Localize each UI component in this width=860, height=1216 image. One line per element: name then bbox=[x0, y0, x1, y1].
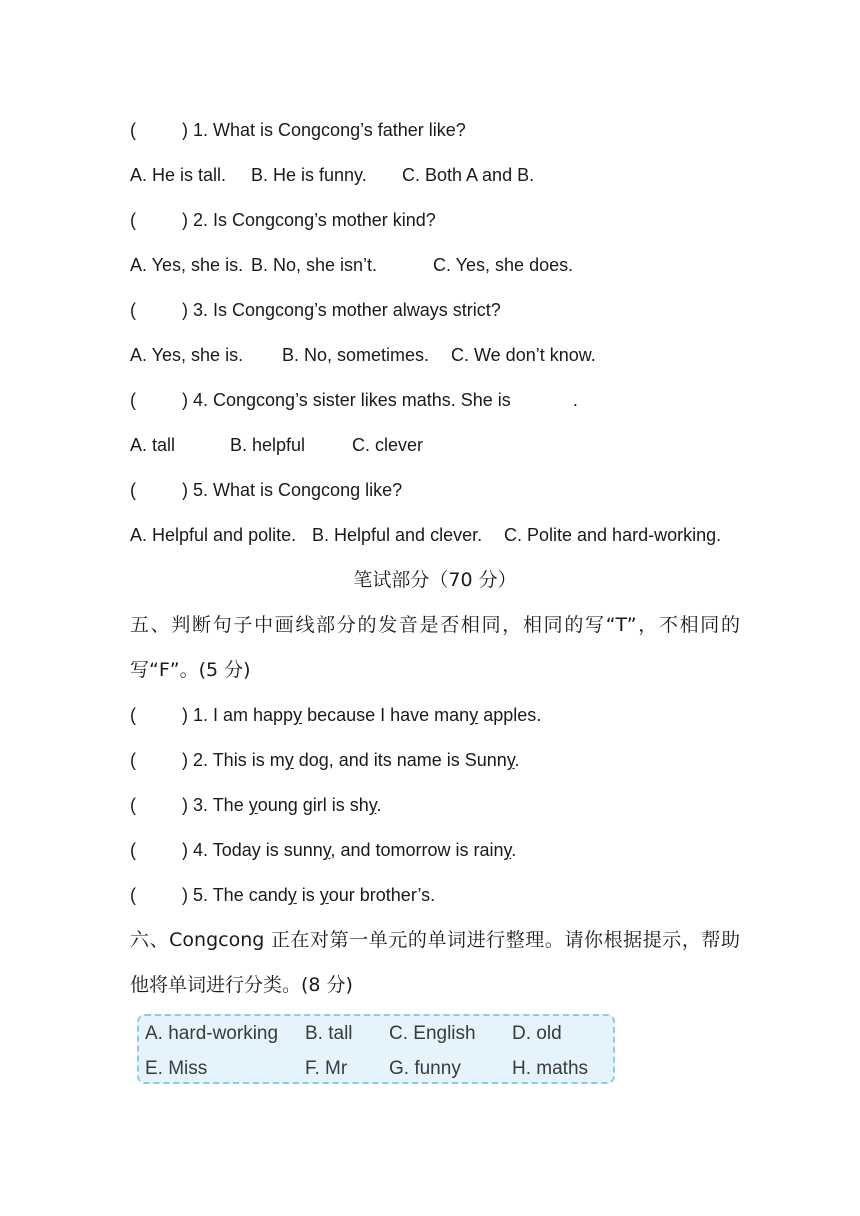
option-c: C. We don’t know. bbox=[451, 345, 596, 365]
sentence-text: dog, and its name is Sunn bbox=[293, 750, 507, 770]
sentence-text: apples. bbox=[478, 705, 542, 725]
options-5 bbox=[130, 513, 740, 558]
answer-paren: ( bbox=[130, 705, 136, 725]
pronunciation-item-2 bbox=[130, 738, 740, 783]
word-box-row bbox=[139, 1054, 613, 1084]
answer-paren: ( bbox=[130, 885, 136, 905]
option-a: A. He is tall. bbox=[130, 165, 227, 185]
item-number: ) 1. bbox=[182, 705, 214, 725]
underlined-letter: y bbox=[293, 705, 303, 725]
question-text: ) 1. What is Congcong’s father like? bbox=[182, 120, 466, 140]
options-4 bbox=[130, 423, 740, 468]
sentence-text: . bbox=[514, 750, 520, 770]
question-1 bbox=[130, 108, 740, 153]
options-3 bbox=[130, 333, 740, 378]
option-b: B. Helpful and clever. bbox=[312, 525, 483, 545]
option-b: B. He is funny. bbox=[251, 165, 367, 185]
answer-paren: ( bbox=[130, 480, 136, 500]
answer-paren: ( bbox=[130, 300, 136, 320]
pronunciation-item-4 bbox=[130, 828, 740, 873]
sentence-text: . bbox=[376, 795, 382, 815]
option-a: A. Yes, she is. bbox=[130, 345, 244, 365]
option-c: C. Polite and hard-working. bbox=[504, 525, 722, 545]
section-5-heading: 五、判断句子中画线部分的发音是否相同，相同的写“T”，不相同的写“F”。(5 分) bbox=[130, 614, 740, 681]
written-part-title: 笔试部分（70 分） bbox=[353, 569, 517, 591]
word-option: H. maths bbox=[512, 1058, 589, 1079]
pronunciation-item-3 bbox=[130, 783, 740, 828]
word-option: F. Mr bbox=[305, 1058, 348, 1079]
answer-paren: ( bbox=[130, 840, 136, 860]
answer-paren: ( bbox=[130, 795, 136, 815]
option-b: B. helpful bbox=[230, 435, 306, 455]
word-option: B. tall bbox=[305, 1023, 353, 1044]
question-end: . bbox=[572, 390, 578, 410]
question-4 bbox=[130, 378, 740, 423]
answer-paren: ( bbox=[130, 390, 136, 410]
pronunciation-item-5 bbox=[130, 873, 740, 918]
option-a: A. tall bbox=[130, 435, 176, 455]
word-option: G. funny bbox=[389, 1058, 461, 1079]
question-text: ) 5. What is Congcong like? bbox=[182, 480, 403, 500]
question-2 bbox=[130, 198, 740, 243]
sentence-text: because I have man bbox=[302, 705, 470, 725]
option-b: B. No, she isn’t. bbox=[251, 255, 378, 275]
underlined-letter: y bbox=[319, 885, 329, 905]
question-3 bbox=[130, 288, 740, 333]
options-1 bbox=[130, 153, 740, 198]
sentence-text: I am happ bbox=[213, 705, 294, 725]
item-number: ) 3. bbox=[182, 795, 213, 815]
underlined-letter: y bbox=[469, 705, 479, 725]
underlined-letter: y bbox=[287, 885, 297, 905]
option-a: A. Yes, she is. bbox=[130, 255, 244, 275]
question-5 bbox=[130, 468, 740, 513]
sentence-text: is bbox=[296, 885, 320, 905]
option-a: A. Helpful and polite. bbox=[130, 525, 297, 545]
option-c: C. Yes, she does. bbox=[433, 255, 574, 275]
sentence-text: The cand bbox=[212, 885, 288, 905]
question-text: ) 4. Congcong’s sister likes maths. She is bbox=[182, 390, 511, 410]
underlined-letter: y bbox=[506, 750, 515, 770]
item-number: ) 5. bbox=[182, 885, 213, 905]
sentence-text: The bbox=[212, 795, 249, 815]
word-option: E. Miss bbox=[145, 1058, 208, 1079]
answer-paren: ( bbox=[130, 210, 136, 230]
word-box-row bbox=[139, 1019, 613, 1049]
underlined-letter: y bbox=[503, 840, 512, 860]
item-number: ) 4. bbox=[182, 840, 213, 860]
sentence-text: This is m bbox=[212, 750, 285, 770]
answer-paren: ( bbox=[130, 120, 136, 140]
options-2 bbox=[130, 243, 740, 288]
underlined-letter: y bbox=[284, 750, 294, 770]
sentence-text: Today is sunn bbox=[212, 840, 323, 860]
section-6-heading: 六、Congcong 正在对第一单元的单词进行整理。请你根据提示，帮助他将单词进行分类。(8 分) bbox=[130, 929, 740, 996]
sentence-text: . bbox=[511, 840, 517, 860]
option-c: C. clever bbox=[352, 435, 424, 455]
item-number: ) 2. bbox=[182, 750, 213, 770]
sentence-text: oung girl is sh bbox=[257, 795, 369, 815]
option-c: C. Both A and B. bbox=[402, 165, 535, 185]
question-text: ) 3. Is Congcong’s mother always strict? bbox=[182, 300, 501, 320]
worksheet-page bbox=[130, 108, 740, 1008]
word-option: A. hard-working bbox=[145, 1023, 279, 1044]
option-b: B. No, sometimes. bbox=[282, 345, 430, 365]
sentence-text: , and tomorrow is rain bbox=[330, 840, 504, 860]
word-box bbox=[137, 1014, 615, 1084]
underlined-letter: y bbox=[322, 840, 331, 860]
question-text: ) 2. Is Congcong’s mother kind? bbox=[182, 210, 436, 230]
underlined-letter: y bbox=[248, 795, 258, 815]
sentence-text: our brother’s. bbox=[328, 885, 436, 905]
word-option: D. old bbox=[512, 1023, 562, 1044]
answer-paren: ( bbox=[130, 750, 136, 770]
pronunciation-item-1 bbox=[130, 693, 740, 738]
word-option: C. English bbox=[389, 1023, 476, 1044]
underlined-letter: y bbox=[368, 795, 377, 815]
